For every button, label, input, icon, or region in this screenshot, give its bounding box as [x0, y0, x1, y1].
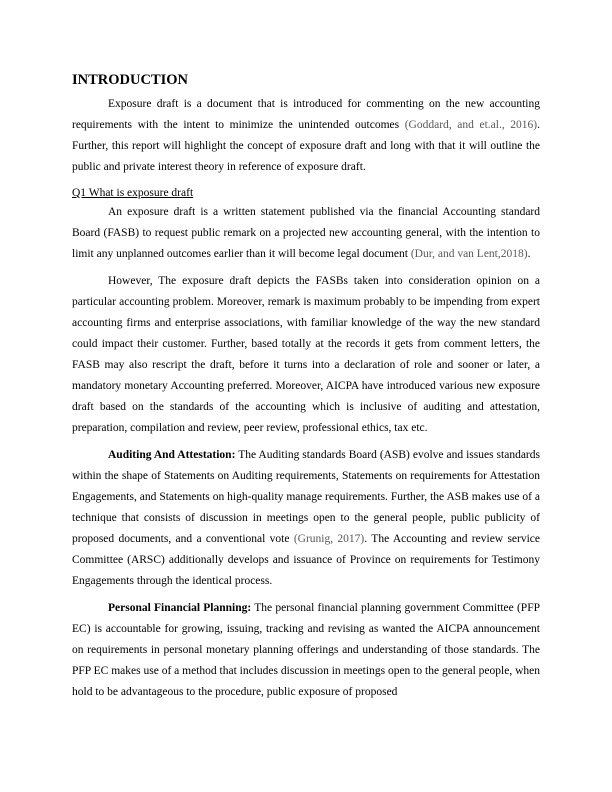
planning-text: The personal financial planning government Committee (PFP EC) is accountable for growing, issuing, tracking and revising as wanted the AICPA announcement on requirements in personal monetary planning offerings and understanding of those standards. The PFP EC makes use of a method that includes discussion in meetings open to the general people, when hold to be advantageous to the procedure, public exposure of proposed [72, 602, 540, 698]
q1-para1-text-after: . [527, 248, 531, 260]
auditing-citation: (Grunig, 2017) [293, 533, 365, 545]
auditing-text-after: . The Accounting and review service Committee (ARSC) additionally develops and issuance of Province on requirements for Testimony Engagements through the identical process. [72, 533, 541, 587]
q1-paragraph-1 [72, 202, 540, 265]
q1-paragraph-2: However, The exposure draft depicts the FASBs taken into consideration opinion on a particular accounting problem. Moreover, remark is maximum probably to be impending from expert accounting firms and enterprise associations, with familiar knowledge of the way the new standard could impact their customer. Further, based totally at the records it gets from comment letters, the FASB may also rescript the draft, before it turns into a declaration of role and sooner or later, a mandatory monetary Accounting preferred. Moreover, AICPA have introduced various new exposure draft based on the standards of the accounting which is inclusive of auditing and attestation, preparation, compilation and review, peer review, professional ethics, tax etc. [72, 275, 540, 434]
auditing-lead: Auditing And Attestation: [108, 449, 236, 461]
intro-paragraph [72, 94, 540, 178]
q1-para1-text: An exposure draft is a written statement published via the financial Accounting standard Board (FASB) to request public remark on a projected new accounting general, with the intention to limit any unplanned outcomes earlier than it will become legal document [72, 206, 540, 260]
q1-para1-citation: (Dur, and van Lent,2018) [410, 248, 528, 260]
planning-paragraph [72, 598, 540, 703]
document-page [72, 71, 540, 703]
page-title: INTRODUCTION [72, 72, 189, 88]
auditing-paragraph [72, 445, 540, 592]
intro-text-after: . Further, this report will highlight the concept of exposure draft and long with that it will outline the public and private interest theory in reference of exposure draft. [72, 119, 540, 173]
auditing-text: The Auditing standards Board (ASB) evolve and issues standards within the shape of Statements on Auditing requirements, Statements on requirements for Attestation Engagements, and Statements on high-quality manage requirements. Further, the ASB makes use of a technique that consists of discussion in meetings open to the general people, public publicity of proposed documents, and a conventional vote [72, 449, 540, 545]
intro-text: Exposure draft is a document that is introduced for commenting on the new accounting requirements with the intent to minimize the unintended outcomes [72, 98, 540, 131]
intro-citation: (Goddard, and et.al., 2016) [404, 119, 538, 131]
q1-heading: Q1 What is exposure draft [72, 187, 194, 199]
planning-lead: Personal Financial Planning: [108, 602, 252, 614]
